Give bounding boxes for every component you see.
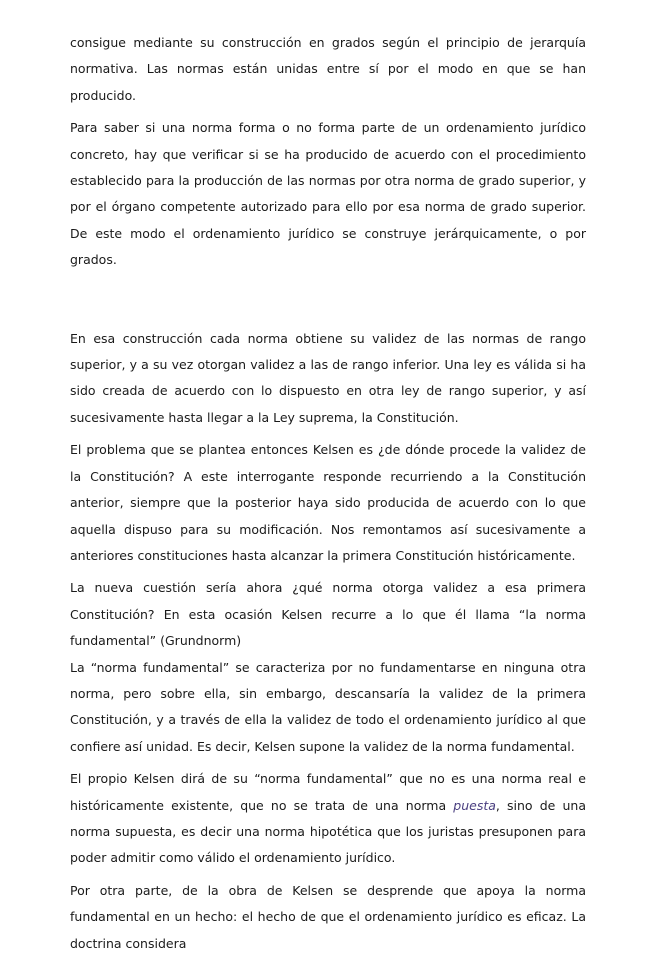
emphasis-puesta: puesta [453,797,496,813]
paragraph-8: Por otra parte, de la obra de Kelsen se desprende que apoya la norma fundamental en un hecho: el hecho de que el ordenamiento jurídico es eficaz. La doctrina considera [70,882,586,951]
paragraph-4: El problema que se plantea entonces Kelsen es ¿de dónde procede la validez de la Constitución? A este interrogante responde recurriendo a la Constitución anterior, siempre que la posterior haya sido producida de acuerdo con lo que aquella dispuso para su modificación. Nos remontamos así sucesivamente a anteriores constituciones hasta alcanzar la primera Constitución históricamente. [70,442,586,563]
paragraph-6: La “norma fundamental” se caracteriza por no fundamentarse en ninguna otra norma, pero sobre ella, sin embargo, descansaría la validez de la primera Constitución, y a través de ella la validez de todo el ordenamiento jurídico al que confiere así unidad. Es decir, Kelsen supone la validez de la norma fundamental. [70,659,586,754]
paragraph-5: La nueva cuestión sería ahora ¿qué norma otorga validez a esa primera Constitución? En esta ocasión Kelsen recurre a lo que él llama “la norma fundamental” (Grundnorm) [70,580,586,649]
paragraph-7-before: El propio Kelsen dirá de su “norma fundamental” que no es una norma real e históricamente existente, que no se trata de una norma [70,771,586,813]
paragraph-7 [70,766,586,872]
paragraph-1: consigue mediante su construcción en grados según el principio de jerarquía normativa. Las normas están unidas entre sí por el modo en que se han producido. [70,35,586,103]
document-page [70,30,586,957]
paragraph-7-after: , sino de una norma supuesta, es decir una norma hipotética que los juristas presuponen para poder admitir como válido el ordenamiento jurídico. [70,797,586,866]
paragraph-2: Para saber si una norma forma o no forma parte de un ordenamiento jurídico concreto, hay que verificar si se ha producido de acuerdo con el procedimiento establecido para la producción de las normas por otra norma de grado superior, y por el órgano competente autorizado para ello por esa norma de grado superior. De este modo el ordenamiento jurídico se construye jerárquicamente, o por grados. [70,120,586,268]
paragraph-3: En esa construcción cada norma obtiene su validez de las normas de rango superior, y a su vez otorgan validez a las de rango inferior. Una ley es válida si ha sido creada de acuerdo con lo dispuesto en otra ley de rango superior, y así sucesivamente hasta llegar a la Ley suprema, la Constitución. [70,330,586,425]
